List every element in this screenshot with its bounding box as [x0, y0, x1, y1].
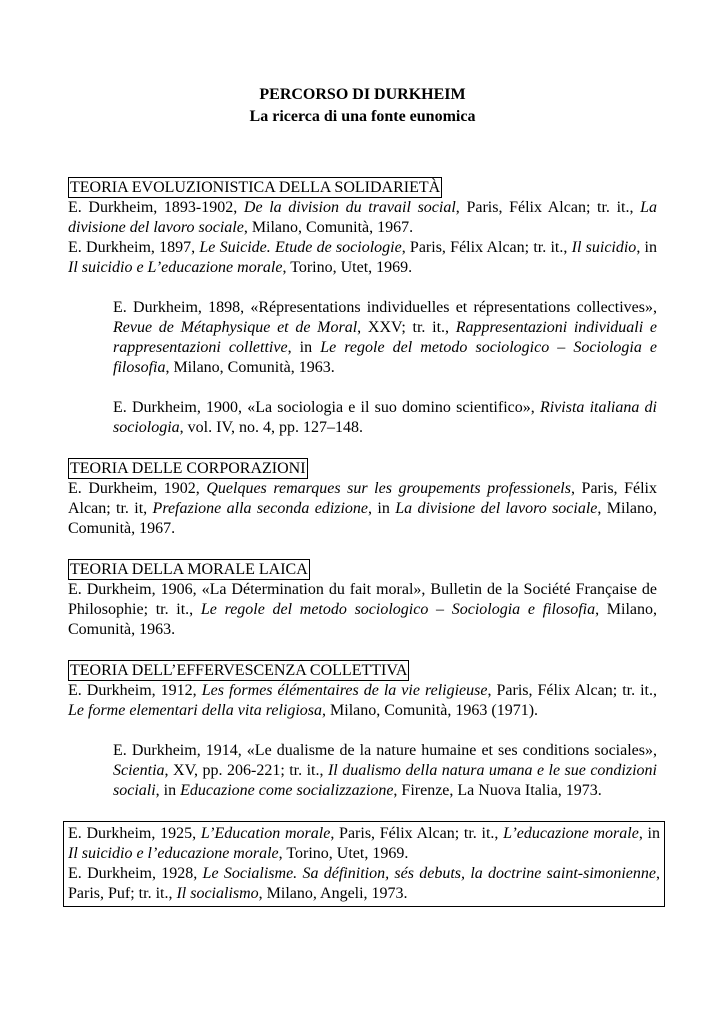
bibliography-entry — [68, 864, 660, 904]
entry-text: E. Durkheim, 1898, «Répresentations individuelles et répresentations collectives», — [113, 299, 657, 316]
entry-title-italic: Il dualismo della natura umana e le sue condizioni sociali — [113, 762, 657, 799]
entry-text: , Torino, Utet, 1969. — [282, 259, 413, 276]
entry-text: E. Durkheim, 1906, «La Détermination du fait moral», Bulletin de la Société Française de Philosophie; tr. it., — [68, 581, 657, 618]
entry-text: , Milano, Comunità, 1963. — [68, 601, 658, 638]
entry-title-italic: Scientia — [113, 762, 165, 779]
document-title — [68, 84, 657, 128]
entry-text: , Milano, Comunità, 1963. — [165, 359, 335, 376]
entry-text: , Paris, Félix Alcan; tr. it., — [487, 682, 658, 699]
title-subtitle: La ricerca di una fonte eunomica — [249, 108, 476, 125]
entry-text: , vol. IV, no. 4, pp. 127–148. — [179, 419, 363, 436]
entry-title-italic: Le Socialisme. Sa définition, sés debuts, la doctrine saint-simonienne — [202, 865, 656, 882]
entry-title-italic: Quelques remarques sur les groupements professionels — [206, 480, 571, 497]
bibliography-entry — [68, 824, 660, 864]
entry-title-italic: Il suicidio e L’educazione morale — [68, 259, 283, 276]
bibliography-entry — [113, 741, 657, 801]
section-heading: TEORIA DELLE CORPORAZIONI — [70, 460, 306, 477]
entry-text: , Paris, Félix Alcan; tr. it, — [68, 480, 657, 517]
entry-title-italic: L’Education morale — [200, 825, 331, 842]
document-page — [68, 84, 660, 907]
entry-title-italic: Le regole del metodo sociologico – Sociologia e filosofia — [200, 601, 596, 618]
entry-text: , Milano, Comunità, 1967. — [243, 219, 414, 236]
entry-title-italic: Il suicidio — [571, 239, 637, 256]
entry-text: , in — [638, 825, 660, 842]
entry-text: , Paris, Félix Alcan; tr. it., — [401, 239, 572, 256]
entry-text: , Milano, Comunità, 1963 (1971). — [322, 702, 539, 719]
section-heading: TEORIA DELLA MORALE LAICA — [70, 561, 308, 578]
entry-text: , in — [368, 500, 396, 517]
document-body — [68, 177, 660, 907]
entry-title-italic: Le regole del metodo sociologico – Sociologia e filosofia — [113, 339, 658, 376]
entry-text: E. Durkheim, 1900, «La sociologia e il suo domino scientifico», — [113, 399, 540, 416]
entry-text: , XV, pp. 206-221; tr. it., — [164, 762, 328, 779]
title-main: PERCORSO DI DURKHEIM — [259, 86, 466, 103]
entry-title-italic: Le forme elementari della vita religiosa — [68, 702, 323, 719]
entry-text: , in — [287, 339, 321, 356]
entry-text: E. Durkheim, 1912, — [68, 682, 202, 699]
bibliography-entry — [68, 238, 657, 278]
bibliography-entry — [68, 681, 657, 721]
bibliography-entry — [113, 398, 657, 438]
bibliography-entry — [68, 580, 657, 640]
entry-text: , Firenze, La Nuova Italia, 1973. — [393, 782, 602, 799]
entry-text: E. Durkheim, 1928, — [68, 865, 203, 882]
entry-text: , Paris, Félix Alcan; tr. it., — [455, 199, 641, 216]
entry-text: E. Durkheim, 1902, — [68, 480, 207, 497]
entry-title-italic: La divisione del lavoro sociale — [395, 500, 598, 517]
entry-title-italic: Educazione come socializzazione — [180, 782, 394, 799]
entry-text: E. Durkheim, 1925, — [68, 825, 201, 842]
entry-text: E. Durkheim, 1914, «Le dualisme de la nature humaine et ses conditions sociales», — [113, 742, 657, 759]
entry-text: , Milano, Comunità, 1967. — [68, 500, 657, 537]
entry-title-italic: Rappresentazioni individuali e rappresentazioni collettive — [113, 319, 658, 356]
entry-text: , Milano, Angeli, 1973. — [258, 885, 408, 902]
entry-title-italic: Revue de Métaphysique et de Moral — [113, 319, 358, 336]
bibliography-section — [68, 458, 657, 539]
entry-title-italic: Rivista italiana di sociologia — [113, 399, 657, 436]
entry-title-italic: De la division du travail social — [243, 199, 456, 216]
bibliography-entry — [113, 298, 657, 378]
entry-title-italic: Il socialismo — [176, 885, 259, 902]
entry-title-italic: Il suicidio e l’educazione morale — [68, 845, 279, 862]
entry-title-italic: Les formes élémentaires de la vie religieuse — [201, 682, 488, 699]
entry-text: , XXV; tr. it., — [357, 319, 456, 336]
entry-title-italic: Le Suicide. Etude de sociologie — [199, 239, 402, 256]
entry-text: E. Durkheim, 1893-1902, — [68, 199, 244, 216]
entry-text: , in — [155, 782, 181, 799]
bibliography-section — [68, 660, 657, 801]
boxed-bibliography — [63, 821, 665, 907]
entry-text: , Paris, Puf; tr. it., — [68, 865, 660, 902]
entry-text: E. Durkheim, 1897, — [68, 239, 200, 256]
entry-title-italic: Prefazione alla seconda edizione — [152, 500, 369, 517]
bibliography-entry — [68, 479, 657, 539]
entry-title-italic: La divisione del lavoro sociale — [68, 199, 658, 236]
section-heading: TEORIA DELL’EFFERVESCENZA COLLETTIVA — [70, 662, 408, 679]
bibliography-section — [68, 177, 657, 438]
entry-text: , in — [636, 239, 658, 256]
bibliography-entry — [68, 198, 657, 238]
section-heading: TEORIA EVOLUZIONISTICA DELLA SOLIDARIETÀ — [70, 179, 441, 196]
entry-text: , Paris, Félix Alcan; tr. it., — [330, 825, 504, 842]
entry-text: , Torino, Utet, 1969. — [278, 845, 409, 862]
bibliography-section — [68, 559, 657, 640]
entry-title-italic: L’educazione morale — [503, 825, 639, 842]
